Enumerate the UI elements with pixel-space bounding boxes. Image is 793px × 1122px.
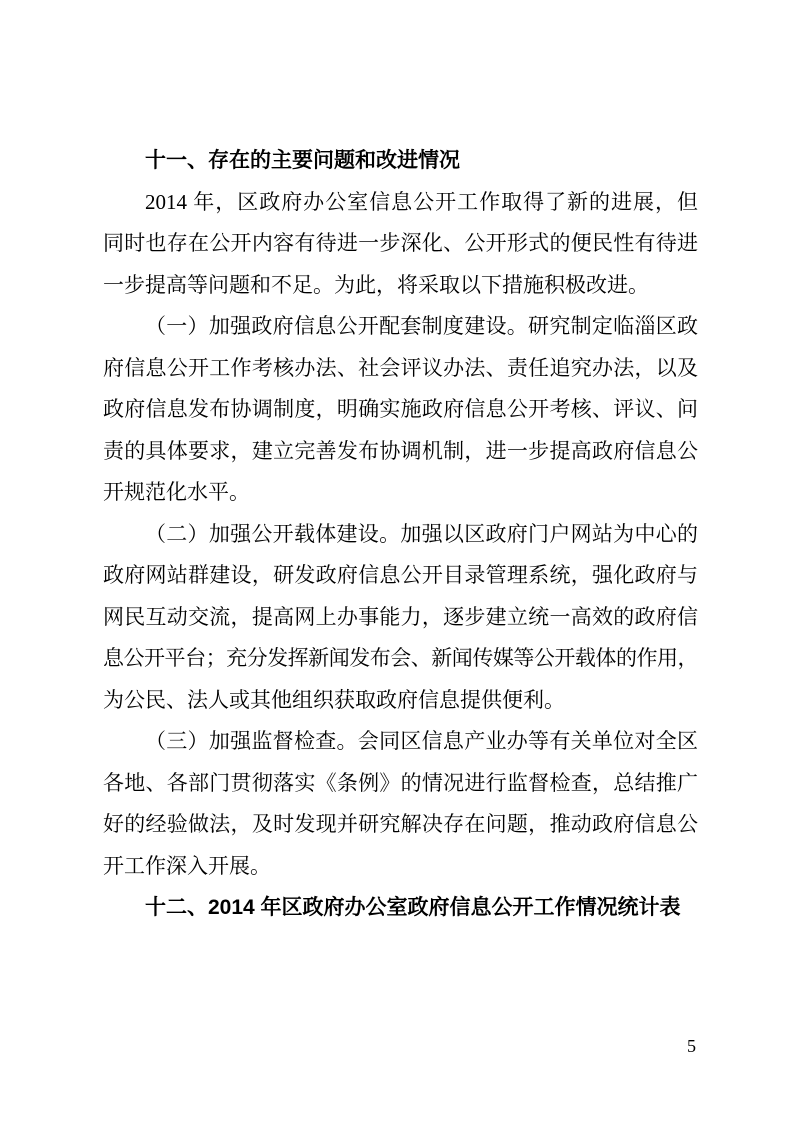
- paragraph-measure1-line: 开规范化水平。: [103, 480, 250, 504]
- paragraph-measure3-line: 好的经验做法，及时发现并研究解决存在问题，推动政府信息公: [103, 812, 698, 836]
- paragraph-intro-line: 2014 年，区政府办公室信息公开工作取得了新的进展，但: [145, 189, 698, 214]
- section-heading-12: 十二、2014 年区政府办公室政府信息公开工作情况统计表: [145, 896, 681, 919]
- paragraph-intro-line: 一步提高等问题和不足。为此，将采取以下措施积极改进。: [103, 272, 649, 297]
- paragraph-measure1-line: 责的具体要求，建立完善发布协调机制，进一步提高政府信息公: [103, 438, 698, 463]
- paragraph-measure2-line: 政府网站群建设，研发政府信息公开目录管理系统，强化政府与: [103, 563, 698, 587]
- document-text-column: [103, 140, 698, 929]
- paragraph-measure3-line: （三）加强监督检查。会同区信息产业办等有关单位对全区: [145, 729, 698, 753]
- paragraph-intro-line: 同时也存在公开内容有待进一步深化、公开形式的便民性有待进: [103, 231, 698, 255]
- paragraph-measure1-line: （一）加强政府信息公开配套制度建设。研究制定临淄区政: [145, 314, 698, 338]
- paragraph-measure2-line: 为公民、法人或其他组织获取政府信息提供便利。: [103, 687, 565, 712]
- paragraph-measure3-line: 各地、各部门贯彻落实《条例》的情况进行监督检查，总结推广: [103, 770, 698, 795]
- section-heading-11: 十一、存在的主要问题和改进情况: [145, 149, 460, 172]
- paragraph-measure3-line: 开工作深入开展。: [103, 853, 271, 878]
- paragraph-measure2-line: 网民互动交流，提高网上办事能力，逐步建立统一高效的政府信: [103, 604, 698, 629]
- paragraph-measure1-line: 政府信息发布协调制度，明确实施政府信息公开考核、评议、问: [103, 397, 698, 421]
- paragraph-measure2-line: 息公开平台；充分发挥新闻发布会、新闻传媒等公开载体的作用，: [103, 646, 698, 670]
- paragraph-measure2-line: （二）加强公开载体建设。加强以区政府门户网站为中心的: [145, 521, 698, 546]
- paragraph-measure1-line: 府信息公开工作考核办法、社会评议办法、责任追究办法，以及: [103, 355, 698, 380]
- page-number: 5: [687, 1036, 696, 1056]
